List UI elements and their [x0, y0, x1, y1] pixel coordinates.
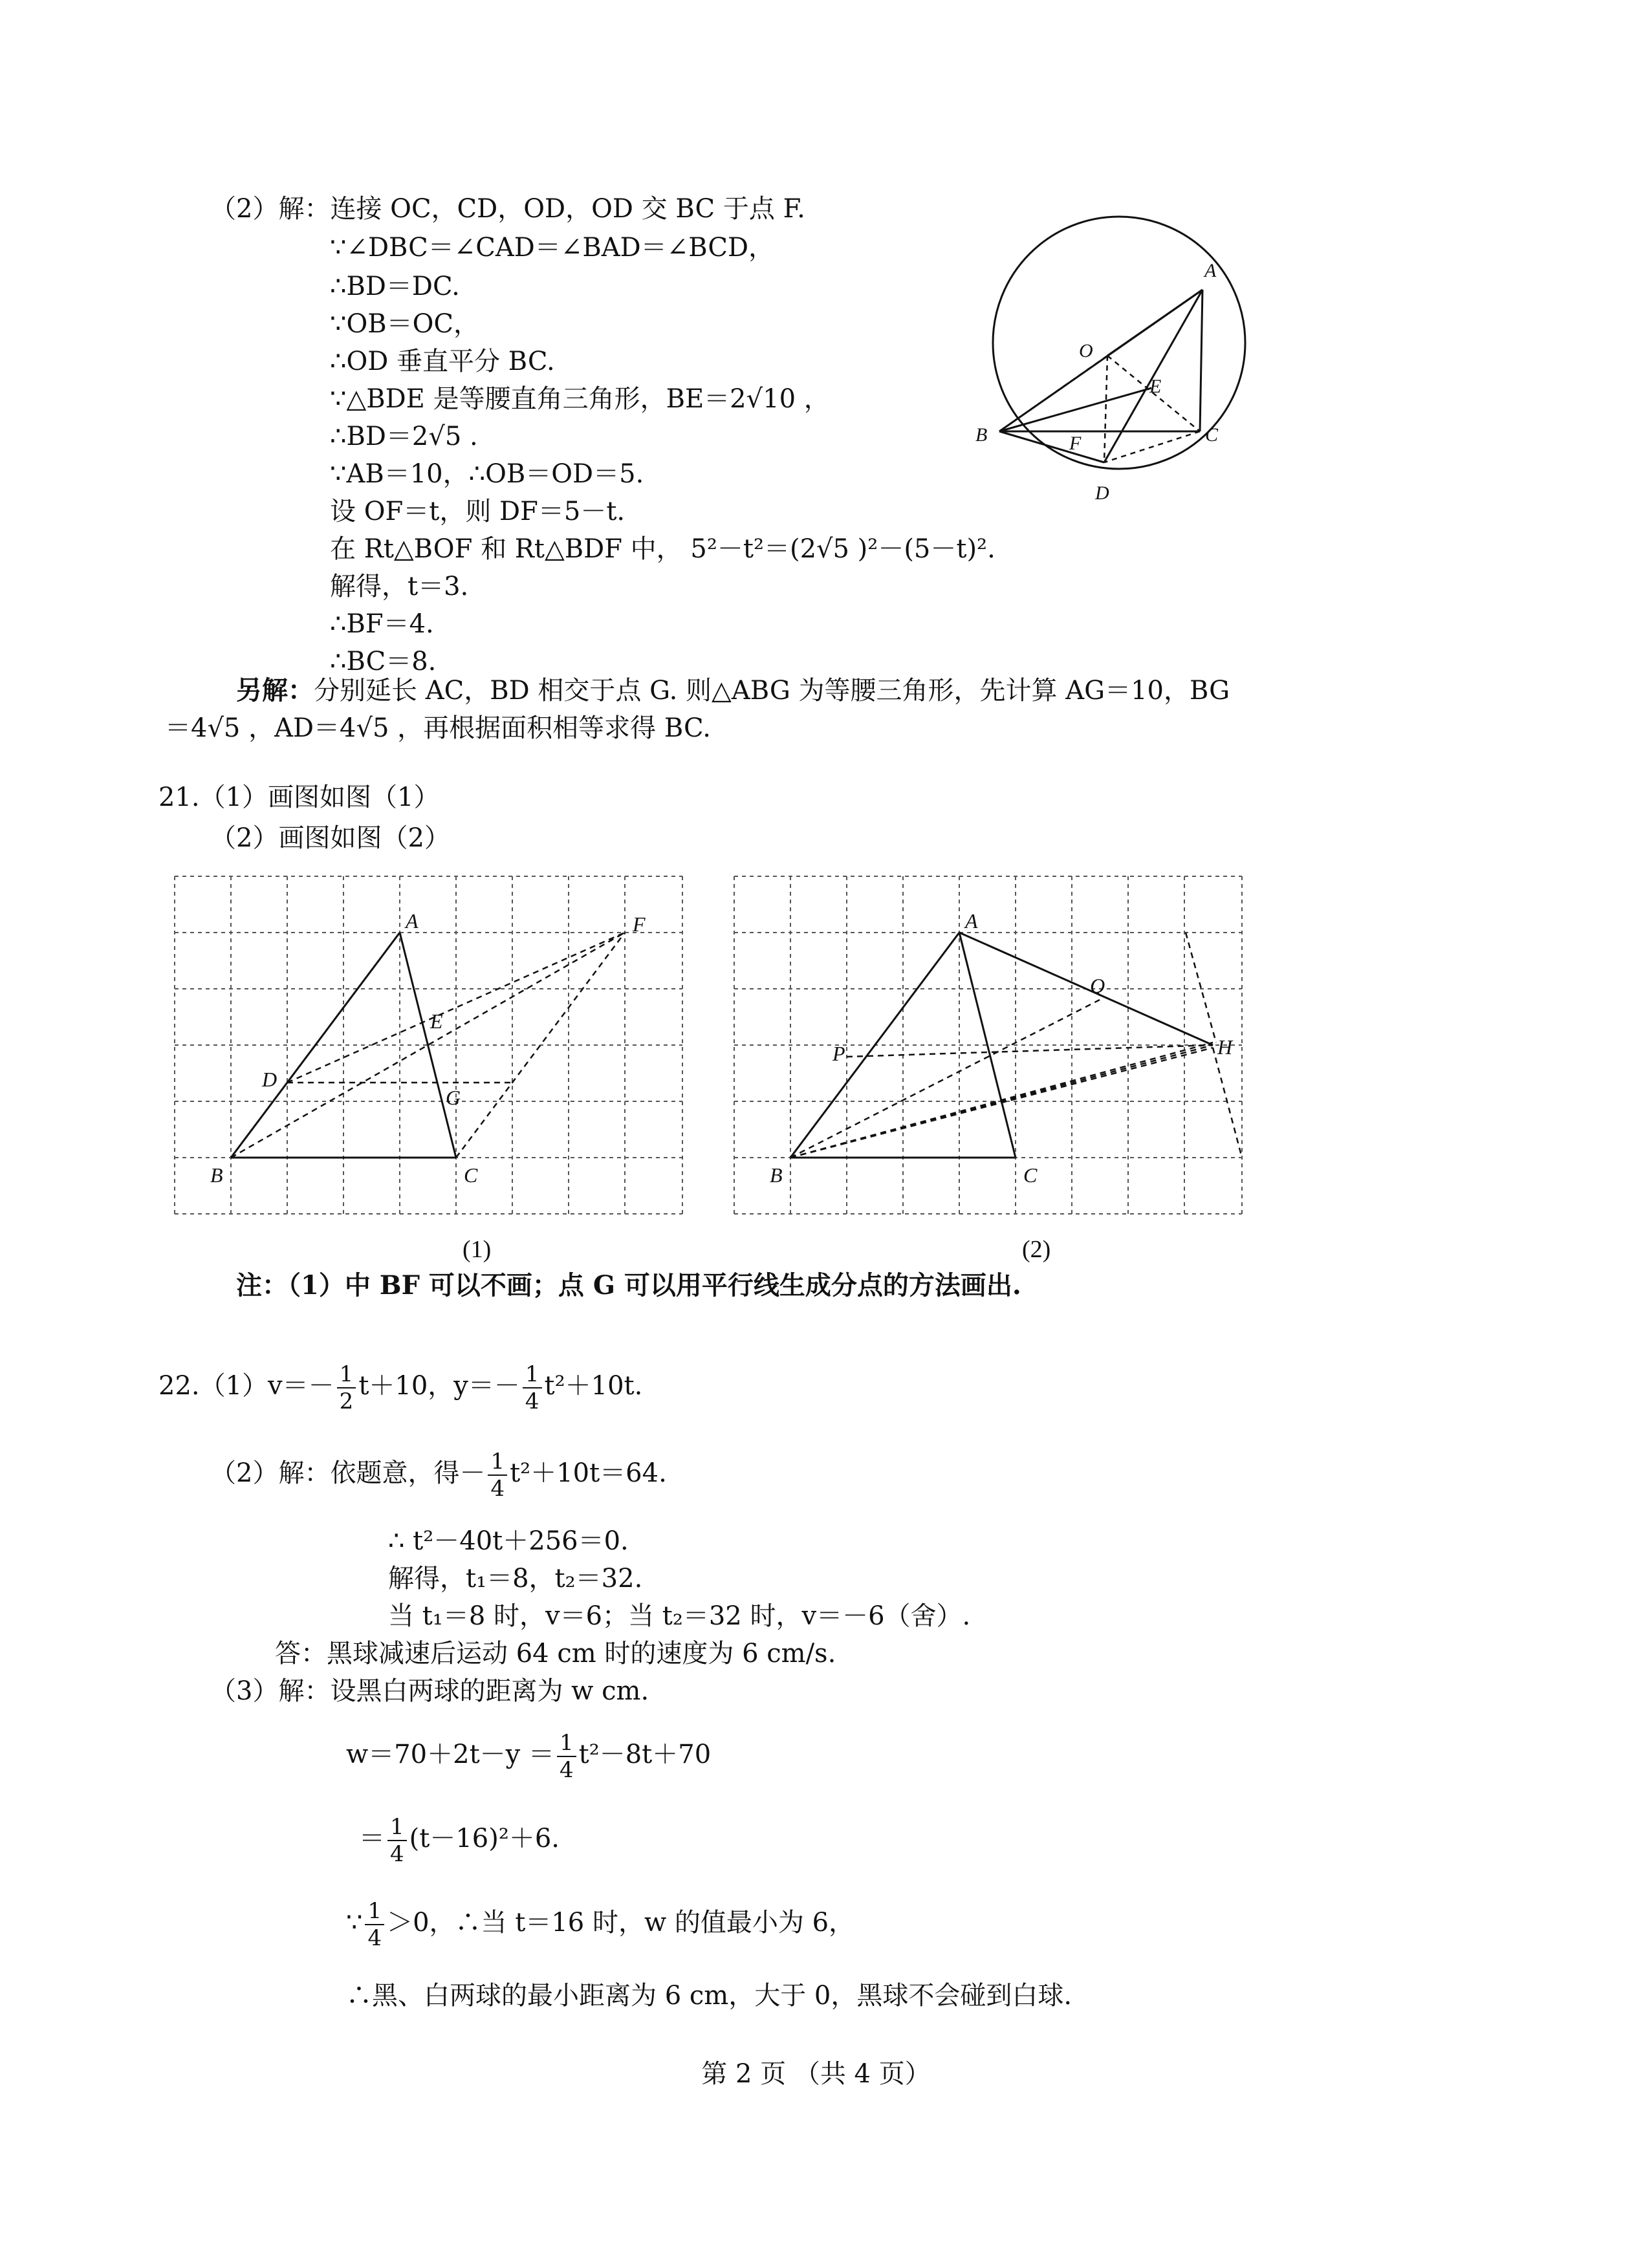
frac-num: 1 [488, 1449, 507, 1476]
label-D: D [262, 1068, 277, 1091]
segment-BD [999, 431, 1104, 462]
q22-p1-end: t²＋10t. [544, 1371, 643, 1401]
frac-den: 4 [490, 1476, 505, 1502]
segment-aux-2 [1213, 1048, 1242, 1158]
q22-part-3-line-5: ∴黑、白两球的最小距离为 6 cm，大于 0，黑球不会碰到白球. [346, 1981, 1072, 2011]
q22-p3-l3-pre: ＝ [359, 1824, 385, 1853]
q20-line-10: 在 Rt△BOF 和 Rt△BDF 中， 5²－t²＝(2√5 )²－(5－t)². [330, 534, 996, 564]
label-C: C [464, 1163, 478, 1187]
q20-line-13: ∴BC＝8. [330, 647, 437, 676]
label-F: F [633, 913, 646, 936]
q21-line-1: 21.（1）画图如图（1） [158, 783, 440, 812]
alt-solution-text: 分别延长 AC，BD 相交于点 G. 则△ABG 为等腰三角形，先计算 AG＝10，BG [314, 676, 1230, 706]
label-C: C [1205, 424, 1219, 446]
fraction-1-4 [557, 1730, 576, 1783]
grid-figure-2 [731, 873, 1248, 1222]
segment-BA [231, 933, 400, 1158]
frac-den: 4 [525, 1388, 539, 1414]
q20-line-4: ∵OB＝OC， [330, 309, 480, 339]
figure-1-caption: (1) [462, 1236, 492, 1263]
q22-part-3-line-4 [346, 1898, 854, 1951]
label-H: H [1217, 1035, 1233, 1059]
alt-solution-label: 另解： [236, 675, 314, 706]
segment-BQ [790, 1000, 1100, 1158]
q20-line-1: （2）解：连接 OC，CD，OD，OD 交 BC 于点 F. [210, 194, 805, 224]
frac-den: 2 [339, 1388, 354, 1414]
q22-p1-pre: 22.（1）v＝－ [158, 1371, 334, 1401]
frac-num: 1 [523, 1361, 542, 1388]
label-B: B [210, 1163, 223, 1187]
figure-2-caption: (2) [1022, 1236, 1051, 1263]
label-A: A [965, 909, 978, 933]
q20-line-2: ∵∠DBC＝∠CAD＝∠BAD＝∠BCD， [330, 233, 775, 263]
segment-BE [999, 388, 1151, 431]
fraction-1-4 [488, 1449, 507, 1502]
segment-PH [847, 1045, 1213, 1057]
label-D: D [1095, 482, 1109, 504]
label-E: E [1149, 376, 1162, 397]
q22-part-2-line-4: 当 t₁＝8 时，v＝6；当 t₂＝32 时，v＝－6（舍）. [388, 1601, 971, 1631]
q20-line-5: ∴OD 垂直平分 BC. [330, 347, 555, 376]
q21-line-2: （2）画图如图（2） [210, 823, 450, 853]
q22-p3-l3-end: (t－16)²＋6. [409, 1824, 560, 1853]
label-B: B [975, 424, 988, 446]
q22-p3-l4-end: ＞0，∴当 t＝16 时，w 的值最小为 6， [387, 1908, 855, 1938]
q20-line-12: ∴BF＝4. [330, 609, 434, 639]
q20-alt-line-1 [236, 673, 1230, 709]
label-E: E [430, 1010, 443, 1033]
q22-p2-pre: （2）解：依题意，得－ [210, 1458, 486, 1488]
frac-den: 4 [367, 1925, 382, 1951]
q22-part-2-line-3: 解得，t₁＝8，t₂＝32. [388, 1564, 643, 1593]
frac-num: 1 [337, 1361, 356, 1388]
label-Q: Q [1090, 974, 1105, 997]
q22-p3-l4-pre: ∵ [346, 1908, 363, 1938]
frac-num: 1 [365, 1898, 384, 1925]
label-C: C [1023, 1163, 1038, 1187]
label-A: A [1204, 260, 1217, 281]
q20-line-9: 设 OF＝t，则 DF＝5－t. [330, 497, 626, 526]
q22-part-2-line-2: ∴ t²－40t＋256＝0. [388, 1526, 629, 1556]
label-G: G [446, 1086, 461, 1109]
segment-aux-1 [1186, 933, 1216, 1042]
grid-figure-1 [171, 873, 689, 1222]
q20-line-7: ∴BD＝2√5 . [330, 422, 478, 451]
segment-BH3 [790, 1042, 1213, 1158]
frac-den: 4 [390, 1841, 404, 1867]
q20-line-3: ∴BD＝DC. [330, 272, 460, 301]
q22-part-1 [158, 1361, 642, 1414]
fraction-1-2 [337, 1361, 356, 1414]
label-P: P [832, 1042, 845, 1065]
q22-part-2-answer: 答：黑球减速后运动 64 cm 时的速度为 6 cm/s. [275, 1639, 836, 1669]
q22-p3-l2-end: t²－8t＋70 [578, 1740, 712, 1769]
label-A: A [406, 909, 419, 933]
fraction-1-4 [365, 1898, 384, 1951]
fraction-1-4 [523, 1361, 542, 1414]
q22-part-3-line-2 [346, 1730, 711, 1783]
label-F: F [1069, 433, 1082, 454]
segment-AC [1200, 290, 1202, 431]
q22-p1-mid: t＋10，y＝－ [358, 1371, 520, 1401]
q22-p3-l2-pre: w＝70＋2t－y ＝ [346, 1740, 554, 1769]
q22-part-3-line-3 [359, 1814, 560, 1867]
fraction-1-4 [387, 1814, 407, 1867]
segment-OD [1104, 356, 1107, 462]
segment-AH [959, 933, 1213, 1045]
q21-note: 注：（1）中 BF 可以不画；点 G 可以用平行线生成分点的方法画出. [236, 1270, 1021, 1301]
q22-part-2-line-1 [210, 1449, 667, 1502]
q20-line-8: ∵AB＝10，∴OB＝OD＝5. [330, 459, 644, 489]
q22-p2-end: t²＋10t＝64. [510, 1458, 667, 1488]
segment-BA [790, 933, 959, 1158]
frac-den: 4 [559, 1757, 574, 1783]
frac-num: 1 [557, 1730, 576, 1757]
page-footer: 第 2 页 （共 4 页） [701, 2059, 931, 2089]
label-B: B [770, 1163, 783, 1187]
label-O: O [1079, 340, 1093, 362]
circle-figure [964, 200, 1261, 524]
q22-part-3-line-1: （3）解：设黑白两球的距离为 w cm. [210, 1676, 649, 1706]
q20-alt-line-2: ＝4√5 ，AD＝4√5 ，再根据面积相等求得 BC. [165, 713, 711, 743]
q20-line-6: ∵△BDE 是等腰直角三角形，BE＝2√10 ， [330, 384, 830, 414]
frac-num: 1 [387, 1814, 407, 1841]
segment-OA [1107, 290, 1202, 356]
q20-line-11: 解得，t＝3. [330, 572, 469, 601]
